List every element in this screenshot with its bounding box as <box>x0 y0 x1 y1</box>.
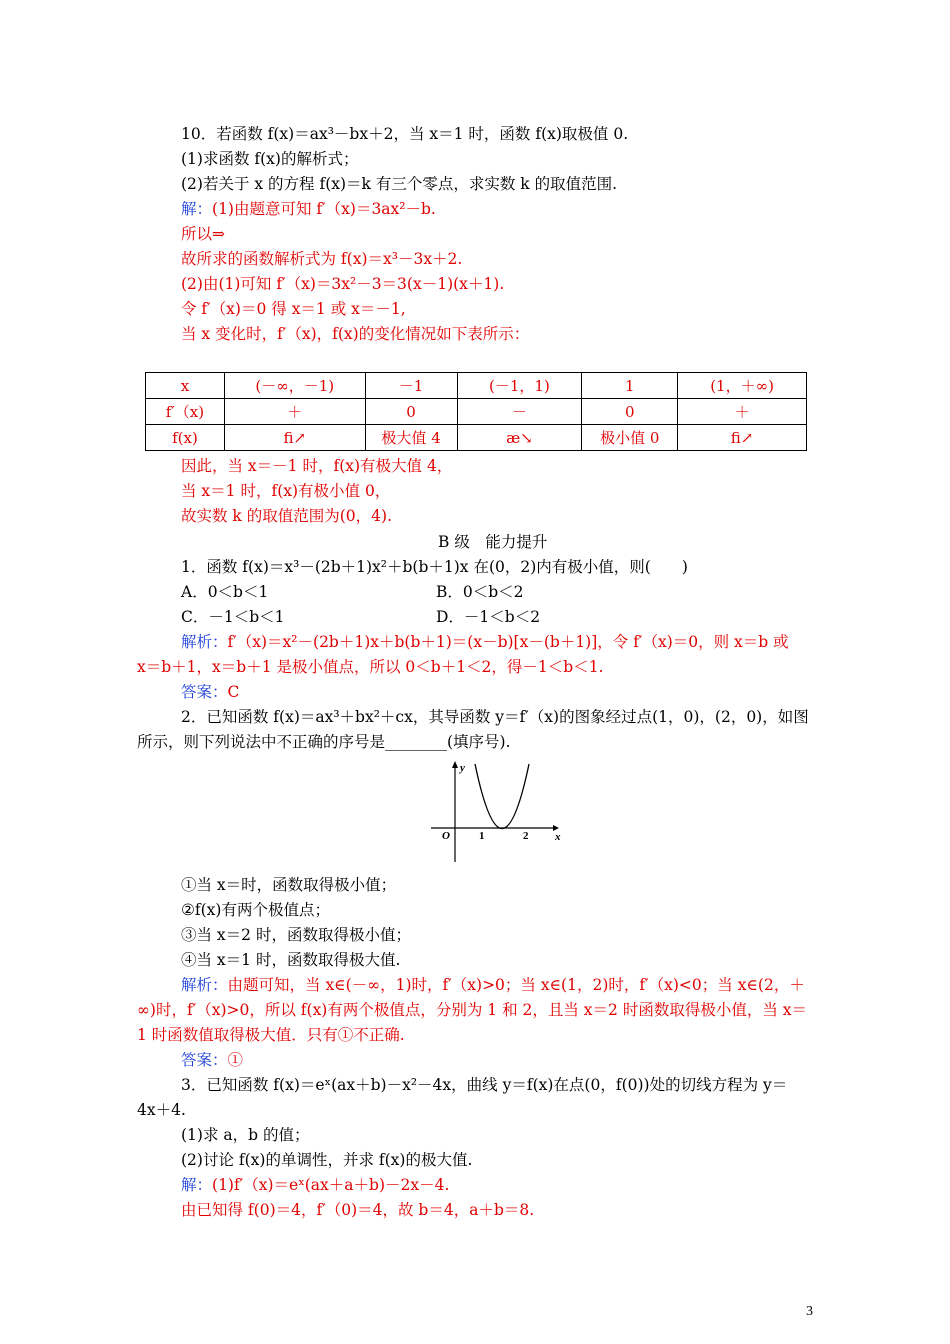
p10-concl3: 故实数 k 的取值范围为(0，4). <box>181 507 392 525</box>
p10-sol5: 令 f′（x)＝0 得 x＝1 或 x＝－1, <box>181 300 406 318</box>
p10-q1: (1)求函数 f(x)的解析式； <box>181 150 359 168</box>
answer-value: ① <box>227 1051 244 1069</box>
b1-option-d: D．－1＜b＜2 <box>436 608 541 626</box>
table-cell: 1 <box>582 373 678 399</box>
analysis-text: f′（x)＝x²－(2b＋1)x＋b(b＋1)＝(x－b)[x－(b＋1)]，令 f′（x)＝0，则 x＝b 或 <box>227 633 789 651</box>
p10-sol1 <box>181 199 436 219</box>
b3-stem2: 4x＋4. <box>137 1101 186 1119</box>
table-cell: æ↘ <box>457 425 582 451</box>
table-cell: 极大值 4 <box>365 425 457 451</box>
b1-option-a: A．0＜b＜1 <box>181 583 269 601</box>
b3-sol1 <box>181 1175 449 1195</box>
b2-item4: ④当 x＝1 时，函数取得极大值. <box>181 951 401 969</box>
p10-sol2: 所以⇒ <box>181 225 225 243</box>
table-cell: (－∞，－1) <box>224 373 365 399</box>
table-cell: f′（x) <box>146 399 225 425</box>
b2-item3: ③当 x＝2 时，函数取得极小值； <box>181 926 411 944</box>
origin-label: O <box>442 830 450 842</box>
b1-stem: 1．函数 f(x)＝x³－(2b＋1)x²＋b(b＋1)x 在(0，2)内有极小值，则( ) <box>181 558 688 576</box>
p10-concl1: 因此，当 x＝－1 时，f(x)有极大值 4， <box>181 457 453 475</box>
table-cell: 0 <box>365 399 457 425</box>
b1-sol2: x＝b＋1，x＝b＋1 是极小值点，所以 0＜b＋1＜2，得－1＜b＜1. <box>137 658 604 676</box>
table-cell: (1，＋∞) <box>678 373 807 399</box>
table-row <box>146 373 807 399</box>
section-title: B 级 能力提升 <box>438 533 548 551</box>
b2-sol1 <box>181 975 805 995</box>
solution-text: (1)f′（x)＝eˣ(ax＋a＋b)－2x－4. <box>212 1176 450 1194</box>
b2-stem1: 2．已知函数 f(x)＝ax³＋bx²＋cx，其导函数 y＝f′（x)的图象经过点(1，0)，(2，0)，如图 <box>181 708 809 726</box>
table-cell: ＋ <box>678 399 807 425</box>
tick-label-1: 1 <box>479 830 485 842</box>
p10-q2: (2)若关于 x 的方程 f(x)＝k 有三个零点，求实数 k 的取值范围. <box>181 175 618 193</box>
table-cell: － <box>457 399 582 425</box>
tick-label-2: 2 <box>523 830 529 842</box>
page-number: 3 <box>806 1304 813 1319</box>
b2-item2: ②f(x)有两个极值点； <box>181 901 330 919</box>
b1-answer <box>181 682 239 702</box>
answer-value: C <box>227 683 240 701</box>
table-cell: 0 <box>582 399 678 425</box>
derivative-graph <box>425 758 565 866</box>
variation-table <box>145 372 807 451</box>
solution-text: (1)由题意可知 f′（x)＝3ax²－b. <box>212 200 436 218</box>
y-label: y <box>460 762 465 774</box>
analysis-text: 由题可知，当 x∈(－∞，1)时，f′（x)>0；当 x∈(1，2)时，f′（x)<0；当 x∈(2，＋ <box>227 976 805 994</box>
table-row <box>146 399 807 425</box>
table-cell: ﬁ↗ <box>678 425 807 451</box>
b2-stem2: 所示，则下列说法中不正确的序号是________(填序号). <box>137 733 511 751</box>
p10-sol6: 当 x 变化时，f′（x)，f(x)的变化情况如下表所示： <box>181 325 530 343</box>
analysis-label: 解析： <box>181 633 228 651</box>
p10-stem: 10．若函数 f(x)＝ax³－bx＋2，当 x＝1 时，函数 f(x)取极值 0. <box>181 125 629 143</box>
answer-label: 答案： <box>181 1051 228 1069</box>
x-label: x <box>555 831 561 843</box>
y-axis-arrow <box>452 761 458 768</box>
table-cell: x <box>146 373 225 399</box>
b2-item1: ①当 x＝时，函数取得极小值； <box>181 876 397 894</box>
b3-q2: (2)讨论 f(x)的单调性，并求 f(x)的极大值. <box>181 1151 473 1169</box>
table-row <box>146 425 807 451</box>
table-cell: ＋ <box>224 399 365 425</box>
solution-label: 解： <box>181 200 213 218</box>
b2-answer <box>181 1050 243 1070</box>
b1-sol1 <box>181 632 789 652</box>
table-cell: －1 <box>365 373 457 399</box>
b1-option-c: C．－1＜b＜1 <box>181 608 285 626</box>
p10-sol3: 故所求的函数解析式为 f(x)＝x³－3x＋2. <box>181 250 463 268</box>
analysis-label: 解析： <box>181 976 228 994</box>
b3-q1: (1)求 a，b 的值； <box>181 1126 310 1144</box>
b3-stem1: 3．已知函数 f(x)＝eˣ(ax＋b)－x²－4x，曲线 y＝f(x)在点(0，f(0))处的切线方程为 y＝ <box>181 1076 788 1094</box>
p10-sol4: (2)由(1)可知 f′（x)＝3x²－3＝3(x－1)(x＋1). <box>181 275 505 293</box>
answer-label: 答案： <box>181 683 228 701</box>
b2-sol3: 1 时函数值取得极大值．只有①不正确. <box>137 1026 405 1044</box>
p10-concl2: 当 x＝1 时，f(x)有极小值 0， <box>181 482 391 500</box>
table-cell: (－1，1) <box>457 373 582 399</box>
solution-label: 解： <box>181 1176 213 1194</box>
table-cell: 极小值 0 <box>582 425 678 451</box>
b2-sol2: ∞)时，f′（x)>0，所以 f(x)有两个极值点，分别为 1 和 2，且当 x＝2 时函数取得极小值，当 x＝ <box>137 1001 807 1019</box>
parabola-curve <box>475 764 529 829</box>
table-cell: ﬁ↗ <box>224 425 365 451</box>
b3-sol2: 由已知得 f(0)＝4，f′（0)＝4，故 b＝4，a＋b＝8. <box>181 1201 535 1219</box>
table-cell: f(x) <box>146 425 225 451</box>
b1-option-b: B．0＜b＜2 <box>436 583 524 601</box>
